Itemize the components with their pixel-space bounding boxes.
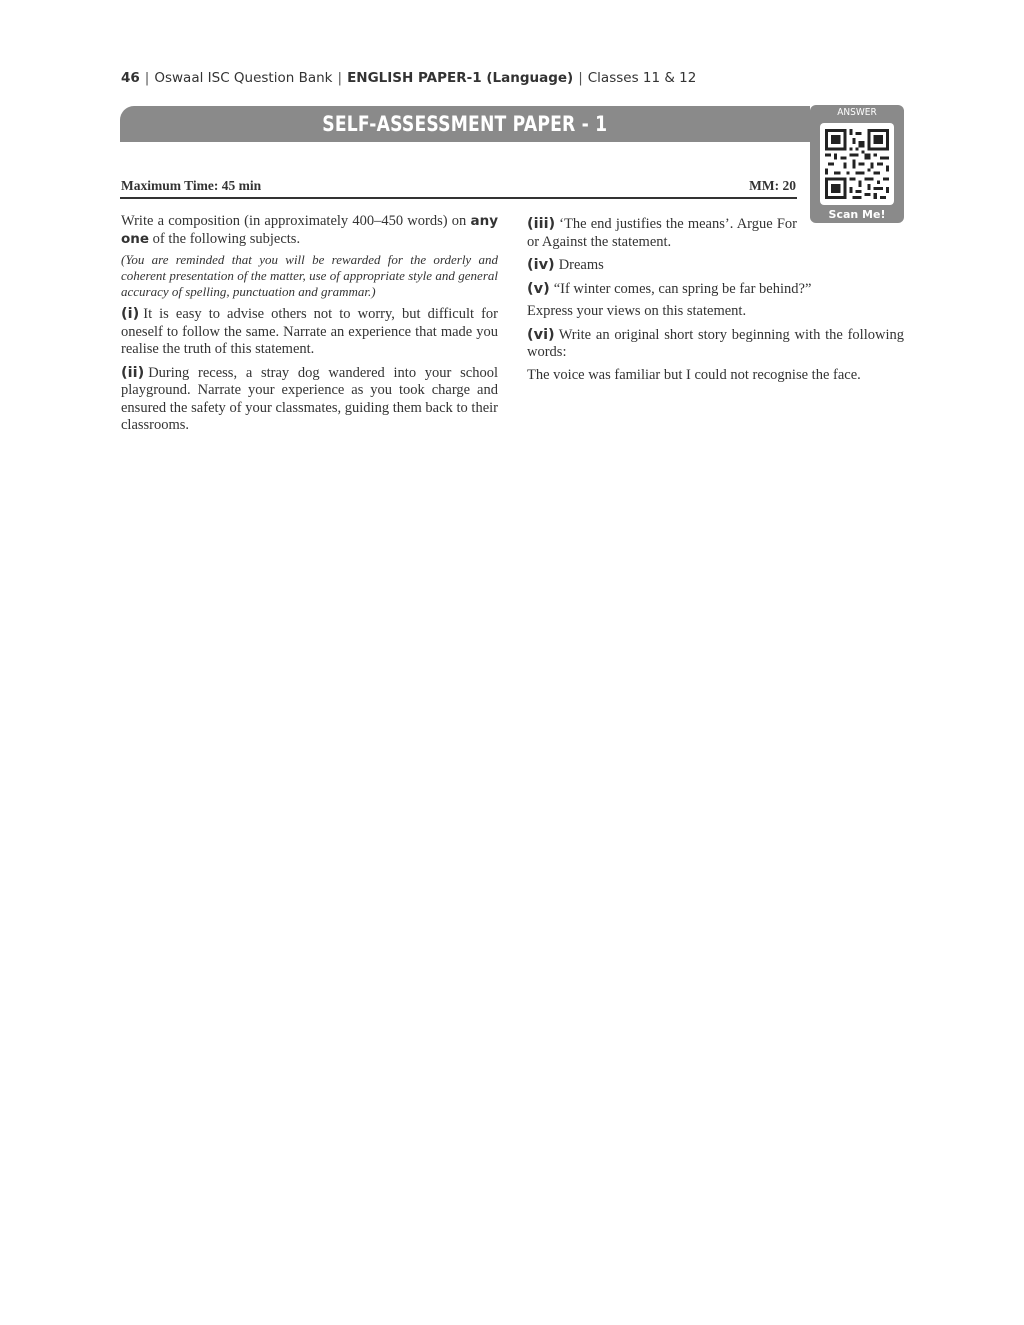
instructions-intro: Write a composition (in approximately 400–450 words) on any one of the following subjects. — [121, 213, 498, 247]
qr-code-icon[interactable] — [820, 123, 894, 205]
publisher-name: Oswaal ISC Question Bank — [154, 70, 333, 86]
question-item — [121, 365, 498, 435]
question-number: (i) — [121, 306, 140, 322]
title-banner — [120, 106, 810, 142]
question-text: During recess, a stray dog wandered into your school playground. Narrate your experience as you took charge and ensured the safety of your classmates, guiding them back to their classrooms. — [121, 364, 498, 433]
header-separator: | — [578, 70, 583, 86]
question-text: Write an original short story beginning with the following words: — [527, 326, 904, 360]
question-item — [527, 281, 904, 299]
question-text: It is easy to advise others not to worry, but difficult for oneself to follow the same. Narrate an experience that made you realise the truth of this statement. — [121, 306, 498, 357]
question-extra: Express your views on this statement. — [527, 303, 747, 319]
instructions-note: (You are reminded that you will be rewarded for the orderly and coherent presentation of the matter, use of appropriate style and general accuracy of spelling, punctuation and grammar.) — [121, 252, 498, 299]
question-number: (vi) — [527, 326, 555, 343]
question-item — [527, 327, 904, 362]
exam-meta — [121, 178, 796, 194]
question-number: (v) — [527, 280, 550, 297]
subject-name: ENGLISH PAPER-1 (Language) — [347, 70, 574, 86]
question-extra: The voice was familiar but I could not recognise the face. — [527, 366, 861, 383]
qr-bottom-label: Scan Me! — [828, 208, 886, 221]
max-marks: MM: 20 — [749, 178, 796, 193]
header-separator: | — [337, 70, 343, 86]
answer-qr-panel[interactable] — [810, 105, 904, 223]
qr-top-label: ANSWER — [837, 107, 877, 118]
question-number: (iv) — [527, 257, 555, 273]
divider — [120, 197, 797, 199]
question-text: “If winter comes, can spring be far behind?” — [553, 280, 812, 297]
paper-title: SELF-ASSESSMENT PAPER - 1 — [322, 112, 608, 136]
classes-label: Classes 11 & 12 — [587, 70, 697, 86]
left-column — [121, 213, 498, 435]
header-separator: | — [144, 70, 150, 86]
question-number: (ii) — [121, 364, 145, 381]
question-text: Dreams — [558, 257, 604, 273]
question-item — [121, 306, 498, 359]
max-time: Maximum Time: 45 min — [121, 178, 262, 193]
running-header — [121, 70, 696, 86]
question-number: (iii) — [527, 216, 556, 232]
question-text: ‘The end justifies the means’. Argue For or Against the statement. — [527, 216, 797, 250]
page-number: 46 — [121, 70, 140, 86]
right-column — [527, 216, 904, 384]
question-item — [527, 216, 797, 251]
question-item — [527, 257, 904, 275]
